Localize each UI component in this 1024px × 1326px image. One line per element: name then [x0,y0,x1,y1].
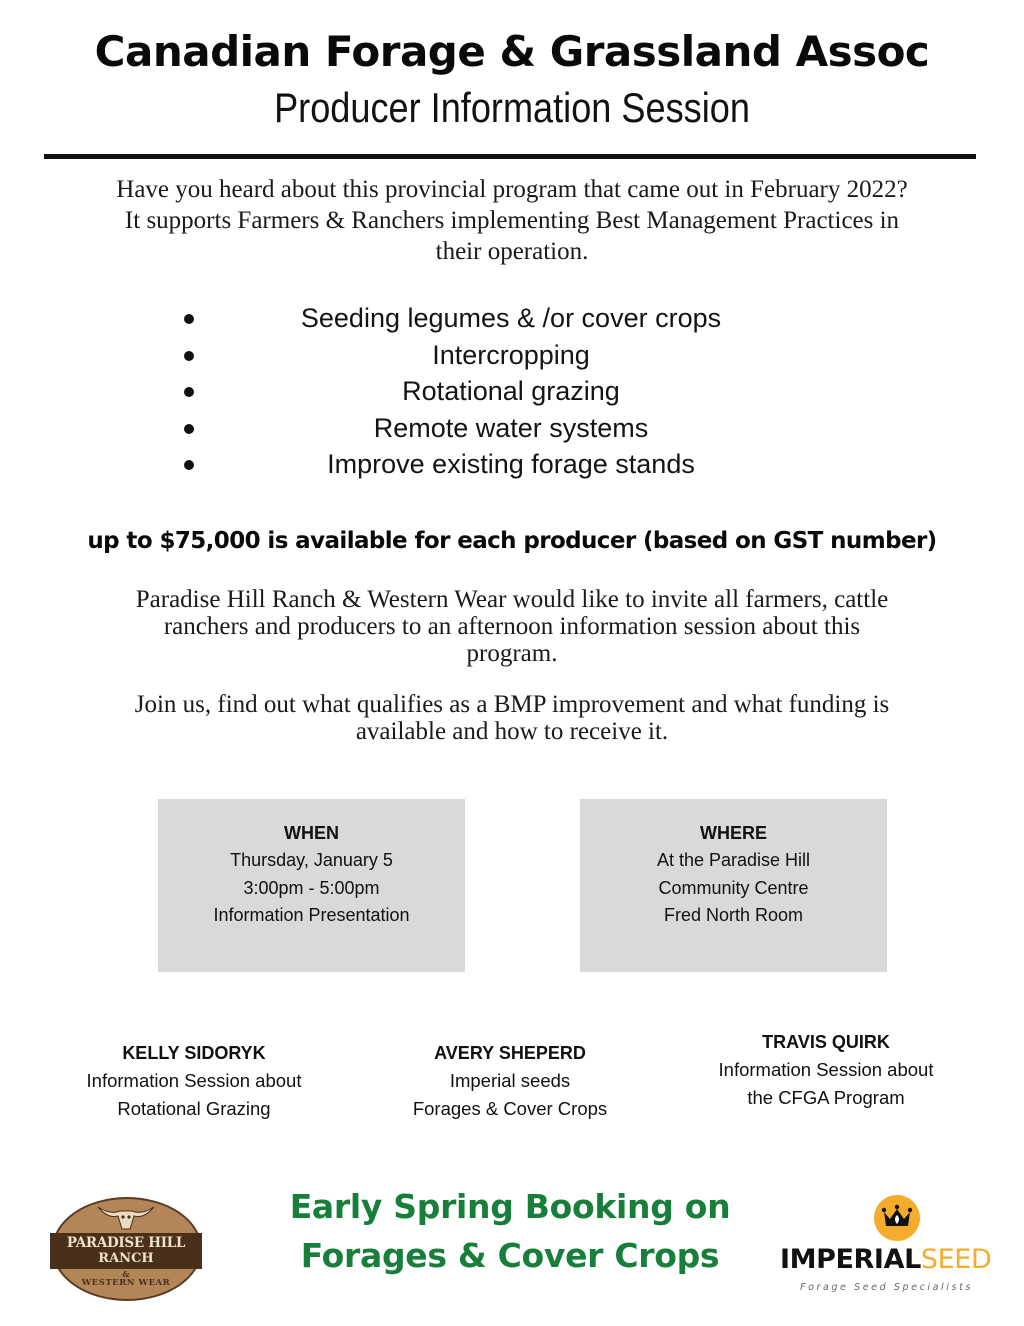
page-subtitle: Producer Information Session [274,84,750,131]
list-item-text: Remote water systems [373,412,649,443]
where-line: Community Centre [658,877,809,898]
when-time: 3:00pm - 5:00pm [243,877,380,898]
speaker-travis-quirk [676,1028,976,1112]
invite-line: program. [466,640,558,667]
where-line: Fred North Room [663,905,804,925]
where-line: At the Paradise Hill [656,850,811,870]
logo-text-ranch: RANCH [98,1251,154,1266]
list-item [170,300,850,337]
logo-text-paradise-hill: PARADISE HILL [66,1235,186,1251]
page-title: Canadian Forage & Grassland Assoc [94,27,930,76]
list-item [170,337,850,374]
logo-word-seed: SEED [920,1244,992,1275]
bullet-icon [184,351,194,361]
logo-tagline: Forage Seed Specialists [800,1282,973,1293]
speaker-avery-sheperd [360,1039,660,1123]
logo-wordmark [780,1244,1016,1276]
intro-paragraph [30,174,994,267]
speaker-name: AVERY SHEPERD [434,1043,586,1063]
when-type: Information Presentation [213,905,410,925]
divider [44,154,976,159]
bullet-icon [184,460,194,470]
invite-line: ranchers and producers to an afternoon information session about this [163,613,861,640]
funding-highlight: up to $75,000 is available for each producer (based on GST number) [87,528,937,554]
when-date: Thursday, January 5 [230,850,393,870]
crown-icon [881,1202,913,1232]
bullet-icon [184,314,194,324]
promo-line: Forages & Cover Crops [300,1236,720,1275]
promo-heading [250,1182,770,1280]
when-box [158,799,465,972]
list-item [170,446,850,483]
list-item-text: Intercropping [432,339,590,370]
logo-text-western-wear: WESTERN WEAR [81,1278,171,1288]
where-heading: WHERE [700,823,767,843]
list-item-text: Rotational grazing [402,376,620,406]
imperial-seed-logo [776,1188,1016,1298]
speaker-topic: Forages & Cover Crops [412,1098,608,1119]
join-paragraph [50,691,974,745]
list-item [170,410,850,447]
logo-text-ampersand: & [122,1269,130,1279]
speaker-topic: Information Session about [86,1070,302,1091]
list-item-text: Seeding legumes & /or cover crops [300,303,722,333]
speaker-topic: Imperial seeds [449,1070,571,1091]
speaker-topic: Information Session about [718,1059,934,1080]
where-box [580,799,887,972]
logo-word-imperial: IMPERIAL [780,1244,921,1275]
invite-line: Paradise Hill Ranch & Western Wear would like to invite all farmers, cattle [135,586,889,613]
bullet-icon [184,424,194,434]
list-item [170,373,850,410]
invite-paragraph [50,586,974,667]
paradise-hill-ranch-logo [52,1195,200,1301]
intro-line: It supports Farmers & Ranchers implementing Best Management Practices in [124,207,900,234]
intro-line: their operation. [435,238,589,265]
longhorn-skull-icon [96,1199,156,1233]
join-line: available and how to receive it. [355,718,669,745]
speaker-name: KELLY SIDORYK [122,1043,266,1063]
intro-line: Have you heard about this provincial program that came out in February 2022? [116,176,908,203]
bmp-list [170,300,850,483]
promo-line: Early Spring Booking on [289,1187,731,1226]
speaker-topic: Rotational Grazing [117,1098,271,1119]
list-item-text: Improve existing forage stands [327,449,695,479]
join-line: Join us, find out what qualifies as a BMP improvement and what funding is [134,691,890,718]
bullet-icon [184,387,194,397]
speaker-topic: the CFGA Program [747,1087,905,1108]
when-heading: WHEN [284,823,339,843]
speaker-name: TRAVIS QUIRK [762,1032,890,1052]
speaker-kelly-sidoryk [44,1039,344,1123]
